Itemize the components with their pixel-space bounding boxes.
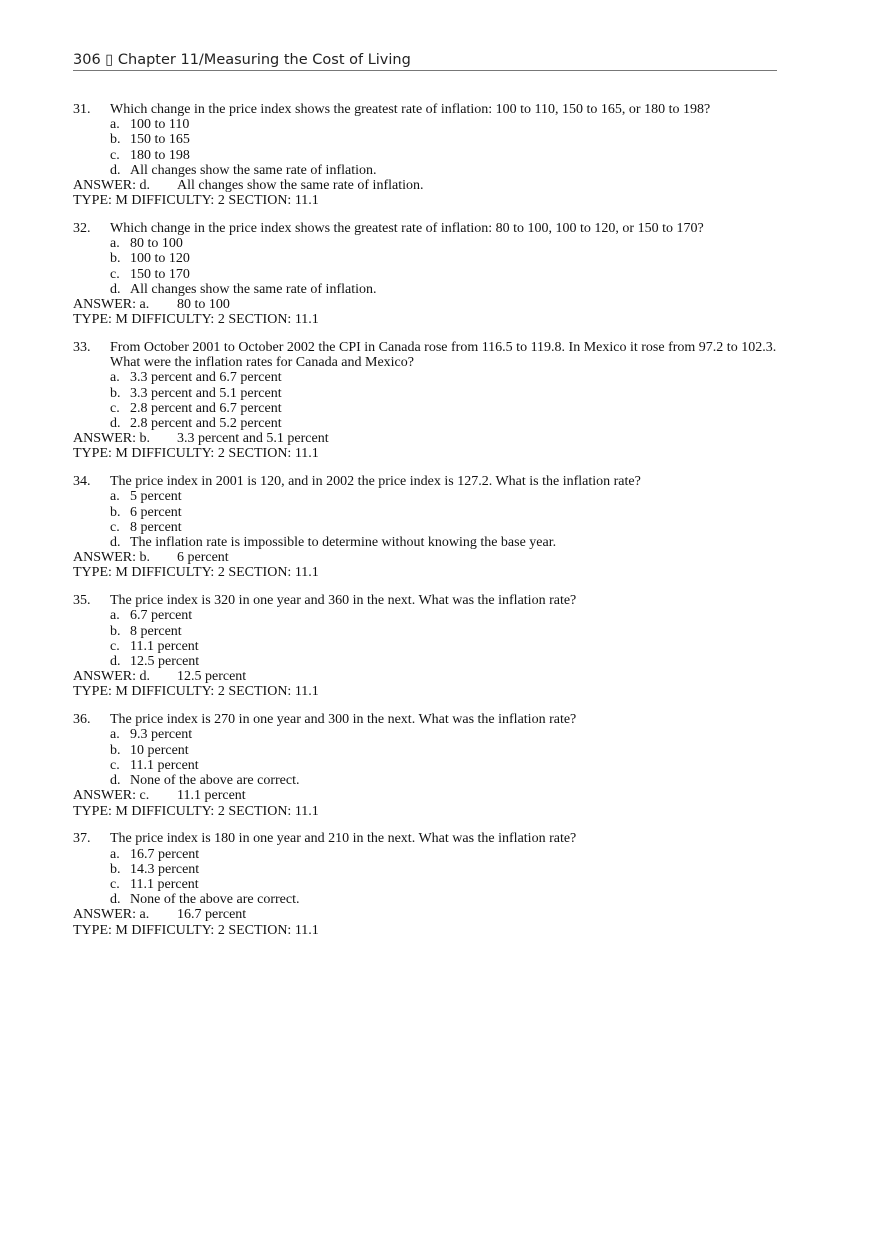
answer-option — [73, 520, 783, 535]
answer-line — [73, 431, 783, 446]
option-text: 2.8 percent and 6.7 percent — [130, 400, 282, 416]
option-text: None of the above are correct. — [130, 892, 300, 908]
answer-option — [73, 117, 783, 132]
question-text: Which change in the price index shows the greatest rate of inflation: 80 to 100, 100 to 120, or 150 to 170? — [110, 221, 704, 237]
answer-option — [73, 370, 783, 385]
question-metadata: TYPE: M DIFFICULTY: 2 SECTION: 11.1 — [73, 684, 319, 700]
question-text: The price index is 180 in one year and 210 in the next. What was the inflation rate? — [110, 831, 577, 847]
option-letter: c. — [110, 876, 120, 892]
option-text: 9.3 percent — [130, 727, 193, 743]
question-number: 33. — [73, 340, 91, 356]
option-text: 11.1 percent — [130, 638, 199, 654]
answer-option — [73, 608, 783, 623]
option-text: 3.3 percent and 6.7 percent — [130, 370, 282, 386]
question-metadata: TYPE: M DIFFICULTY: 2 SECTION: 11.1 — [73, 922, 319, 938]
question-stem — [73, 221, 783, 236]
question-item — [73, 831, 783, 937]
option-letter: c. — [110, 638, 120, 654]
option-text: 10 percent — [130, 742, 189, 758]
answer-text: All changes show the same rate of inflation. — [177, 178, 424, 194]
option-text: 100 to 110 — [130, 117, 190, 133]
answer-label: ANSWER: d. — [73, 669, 150, 685]
answer-text: 16.7 percent — [177, 907, 247, 923]
answer-option — [73, 505, 783, 520]
option-text: 150 to 170 — [130, 266, 190, 282]
answer-option — [73, 727, 783, 742]
option-letter: d. — [110, 892, 121, 908]
option-letter: b. — [110, 742, 121, 758]
answer-option — [73, 654, 783, 669]
option-letter: a. — [110, 236, 120, 252]
option-text: 150 to 165 — [130, 132, 190, 148]
question-item — [73, 221, 783, 327]
answer-line — [73, 788, 783, 803]
option-text: 180 to 198 — [130, 147, 190, 163]
answer-option — [73, 773, 783, 788]
answer-option — [73, 282, 783, 297]
answer-option — [73, 236, 783, 251]
option-text: 2.8 percent and 5.2 percent — [130, 416, 282, 432]
option-text: 8 percent — [130, 623, 182, 639]
answer-option — [73, 132, 783, 147]
question-list — [73, 102, 783, 950]
question-item — [73, 474, 783, 580]
option-text: 80 to 100 — [130, 236, 183, 252]
option-letter: a. — [110, 846, 120, 862]
option-text: 6.7 percent — [130, 608, 193, 624]
answer-line — [73, 550, 783, 565]
option-letter: b. — [110, 251, 121, 267]
question-stem — [73, 593, 783, 608]
answer-option — [73, 148, 783, 163]
answer-text: 11.1 percent — [177, 788, 246, 804]
question-stem — [73, 712, 783, 727]
option-letter: a. — [110, 489, 120, 505]
option-letter: b. — [110, 132, 121, 148]
answer-option — [73, 624, 783, 639]
answer-option — [73, 251, 783, 266]
option-text: 8 percent — [130, 519, 182, 535]
answer-option — [73, 639, 783, 654]
question-number: 32. — [73, 221, 91, 237]
question-stem — [73, 340, 783, 370]
option-letter: b. — [110, 504, 121, 520]
option-letter: c. — [110, 400, 120, 416]
answer-option — [73, 877, 783, 892]
question-text: The price index is 270 in one year and 300 in the next. What was the inflation rate? — [110, 712, 577, 728]
answer-option — [73, 892, 783, 907]
question-item — [73, 593, 783, 699]
page-header — [73, 51, 777, 71]
option-text: 12.5 percent — [130, 654, 200, 670]
option-text: 3.3 percent and 5.1 percent — [130, 385, 282, 401]
separator-box-icon: ▯ — [105, 52, 114, 68]
answer-label: ANSWER: c. — [73, 788, 150, 804]
question-text: The price index is 320 in one year and 360 in the next. What was the inflation rate? — [110, 593, 577, 609]
option-letter: d. — [110, 162, 121, 178]
answer-option — [73, 267, 783, 282]
answer-text: 3.3 percent and 5.1 percent — [177, 431, 329, 447]
option-letter: c. — [110, 519, 120, 535]
option-text: All changes show the same rate of inflation. — [130, 162, 377, 178]
answer-option — [73, 489, 783, 504]
option-letter: c. — [110, 147, 120, 163]
option-text: 16.7 percent — [130, 846, 200, 862]
answer-line — [73, 669, 783, 684]
option-letter: d. — [110, 416, 121, 432]
answer-label: ANSWER: a. — [73, 907, 150, 923]
answer-label: ANSWER: b. — [73, 431, 150, 447]
question-number: 37. — [73, 831, 91, 847]
question-item — [73, 712, 783, 818]
answer-line — [73, 297, 783, 312]
answer-text: 12.5 percent — [177, 669, 247, 685]
answer-option — [73, 862, 783, 877]
chapter-title: Chapter 11/Measuring the Cost of Living — [117, 52, 411, 68]
option-text: 6 percent — [130, 504, 182, 520]
option-letter: d. — [110, 654, 121, 670]
question-number: 34. — [73, 474, 91, 490]
question-number: 31. — [73, 102, 91, 117]
question-metadata: TYPE: M DIFFICULTY: 2 SECTION: 11.1 — [73, 312, 319, 328]
option-text: None of the above are correct. — [130, 773, 300, 789]
question-item — [73, 102, 783, 208]
question-metadata: TYPE: M DIFFICULTY: 2 SECTION: 11.1 — [73, 446, 319, 462]
answer-line — [73, 907, 783, 922]
option-text: 14.3 percent — [130, 861, 200, 877]
option-text: 11.1 percent — [130, 876, 199, 892]
option-text: 11.1 percent — [130, 757, 199, 773]
option-letter: b. — [110, 861, 121, 877]
answer-option — [73, 416, 783, 431]
answer-label: ANSWER: b. — [73, 550, 150, 566]
question-stem — [73, 831, 783, 846]
option-letter: c. — [110, 757, 120, 773]
option-text: The inflation rate is impossible to determine without knowing the base year. — [130, 535, 557, 551]
answer-option — [73, 386, 783, 401]
page-number: 306 — [73, 52, 101, 68]
option-letter: b. — [110, 385, 121, 401]
question-metadata: TYPE: M DIFFICULTY: 2 SECTION: 11.1 — [73, 565, 319, 581]
question-item — [73, 340, 783, 462]
option-letter: a. — [110, 370, 120, 386]
answer-option — [73, 535, 783, 550]
option-letter: d. — [110, 281, 121, 297]
option-letter: a. — [110, 608, 120, 624]
question-metadata: TYPE: M DIFFICULTY: 2 SECTION: 11.1 — [73, 803, 319, 819]
option-text: 100 to 120 — [130, 251, 190, 267]
answer-option — [73, 401, 783, 416]
option-letter: d. — [110, 773, 121, 789]
option-letter: a. — [110, 117, 120, 133]
question-text: The price index in 2001 is 120, and in 2002 the price index is 127.2. What is the inflation rate? — [110, 474, 641, 490]
question-metadata: TYPE: M DIFFICULTY: 2 SECTION: 11.1 — [73, 193, 319, 209]
option-letter: a. — [110, 727, 120, 743]
answer-label: ANSWER: d. — [73, 178, 150, 194]
question-number: 36. — [73, 712, 91, 728]
question-stem — [73, 474, 783, 489]
option-text: 5 percent — [130, 489, 182, 505]
question-text: Which change in the price index shows the greatest rate of inflation: 100 to 110, 150 to 165, or 180 to 198? — [110, 102, 711, 117]
answer-option — [73, 163, 783, 178]
question-text: From October 2001 to October 2002 the CPI in Canada rose from 116.5 to 119.8. In Mexico it rose from 97.2 to 102.3. What were the inflation rates for Canada and Mexico? — [110, 340, 777, 371]
option-text: All changes show the same rate of inflation. — [130, 281, 377, 297]
option-letter: d. — [110, 535, 121, 551]
question-stem — [73, 102, 783, 117]
question-number: 35. — [73, 593, 91, 609]
answer-line — [73, 178, 783, 193]
option-letter: c. — [110, 266, 120, 282]
answer-option — [73, 847, 783, 862]
answer-option — [73, 758, 783, 773]
answer-text: 80 to 100 — [177, 297, 230, 313]
answer-label: ANSWER: a. — [73, 297, 150, 313]
answer-text: 6 percent — [177, 550, 229, 566]
answer-option — [73, 743, 783, 758]
option-letter: b. — [110, 623, 121, 639]
